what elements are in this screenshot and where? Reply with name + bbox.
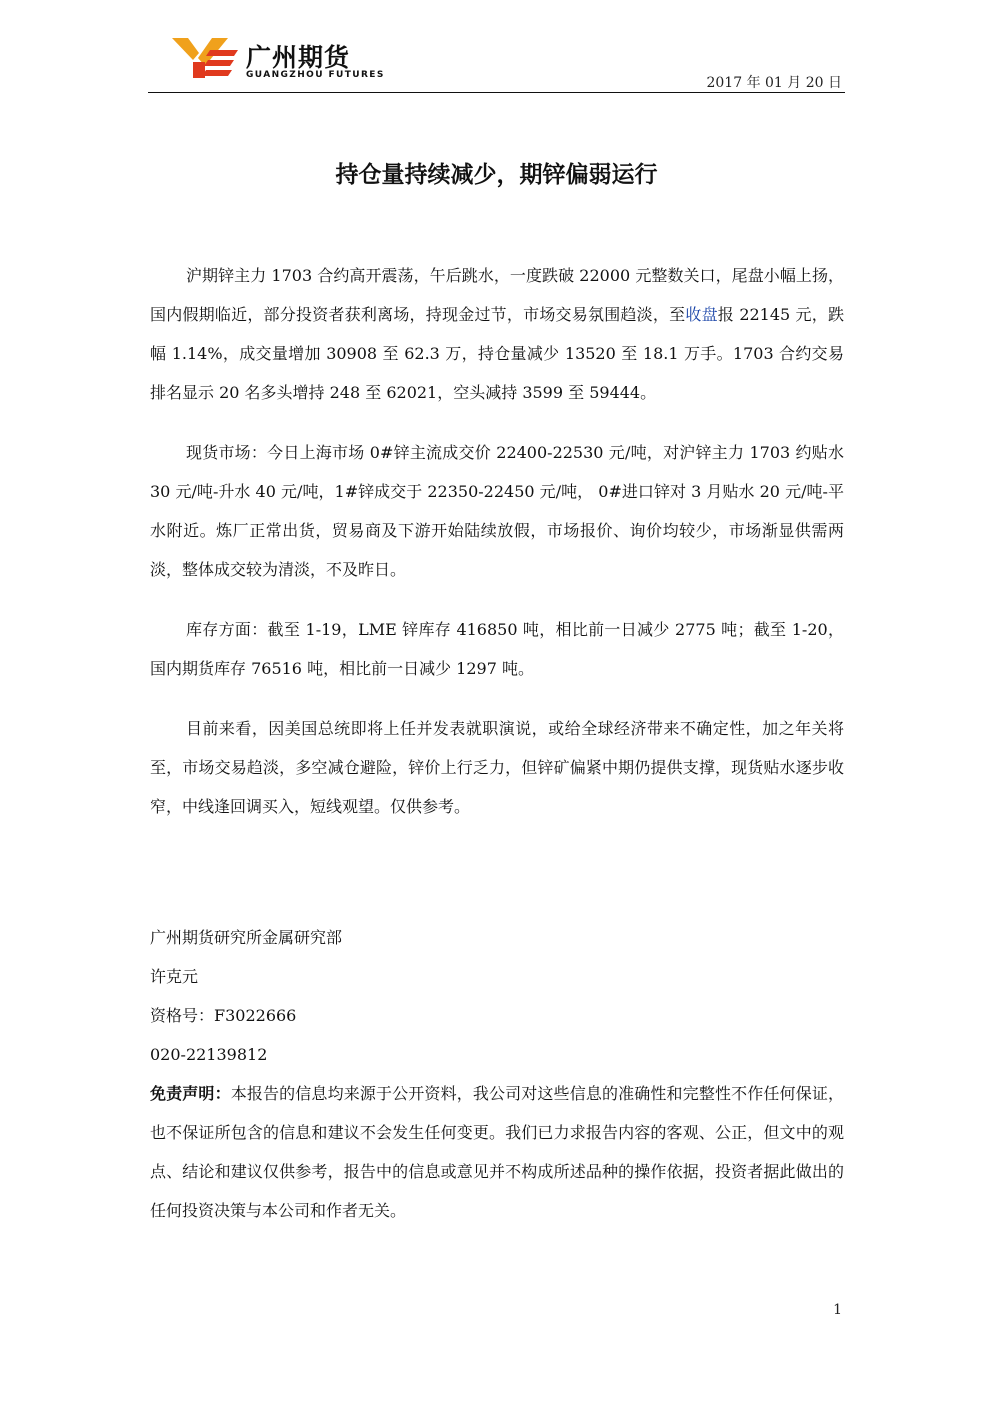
- paragraph-outlook: 目前来看，因美国总统即将上任并发表就职演说，或给全球经济带来不确定性，加之年关将至，市场交易趋淡，多空减仓避险，锌价上行乏力，但锌矿偏紧中期仍提供支撑，现货贴水逐步收窄，中线逢回调买入，短线观望。仅供参考。: [150, 719, 844, 816]
- qualification-number: 资格号：F3022666: [150, 1006, 297, 1025]
- report-date: 2017 年 01 月 20 日: [706, 75, 842, 91]
- disclaimer-label: 免责声明：: [150, 1084, 231, 1103]
- report-title: 持仓量持续减少，期锌偏弱运行: [335, 162, 658, 188]
- signature-block: [150, 918, 844, 1230]
- logo-chinese-name: 广州期货: [246, 43, 351, 72]
- paragraph-market-text-end: 报 22145 元，跌幅 1.14%，成交量增加 30908 至 62.3 万，持仓量减少 13520 至 18.1 万手。1703 合约交易排名显示 20 名多头增持 248 至 62021，空头减持 3599 至 59444。: [150, 305, 844, 402]
- disclaimer-text: 本报告的信息均来源于公开资料，我公司对这些信息的准确性和完整性不作任何保证，也不保证所包含的信息和建议不会发生任何变更。我们已力求报告内容的客观、公正，但文中的观点、结论和建议仅供参考，报告中的信息或意见并不构成所述品种的操作依据，投资者据此做出的任何投资决策与本公司和作者无关。: [150, 1084, 844, 1220]
- paragraph-market-text-start: 沪期锌主力 1703 合约高开震荡，午后跳水，一度跌破 22000 元整数关口，尾盘小幅上扬，国内假期临近，部分投资者获利离场，持现金过节，市场交易氛围趋淡，至: [150, 266, 844, 324]
- phone-number: 020-22139812: [150, 1045, 268, 1064]
- logo-english-name: GUANGZHOU FUTURES: [246, 70, 385, 80]
- paragraph-inventory: 库存方面：截至 1-19，LME 锌库存 416850 吨，相比前一日减少 2775 吨；截至 1-20，国内期货库存 76516 吨，相比前一日减少 1297 吨。: [150, 620, 844, 678]
- closing-link[interactable]: 收盘: [685, 305, 718, 324]
- logo-mark-icon: [172, 36, 238, 80]
- disclaimer: [150, 1074, 844, 1230]
- page-number: 1: [833, 1302, 842, 1318]
- author-name: 许克元: [150, 967, 199, 986]
- paragraph-spot: 现货市场：今日上海市场 0#锌主流成交价 22400-22530 元/吨，对沪锌主力 1703 约贴水 30 元/吨-升水 40 元/吨，1#锌成交于 22350-22450 元/吨， 0#进口锌对 3 月贴水 20 元/吨-平水附近。炼厂正常出货，贸易商及下游开始陆续放假，市场报价、询价均较少，市场渐显供需两淡，整体成交较为清淡，不及昨日。: [150, 443, 844, 579]
- paragraph-market: [150, 256, 844, 412]
- department-name: 广州期货研究所金属研究部: [150, 928, 343, 947]
- company-logo: [172, 36, 385, 86]
- header-divider: [148, 92, 845, 93]
- report-body: [150, 256, 844, 826]
